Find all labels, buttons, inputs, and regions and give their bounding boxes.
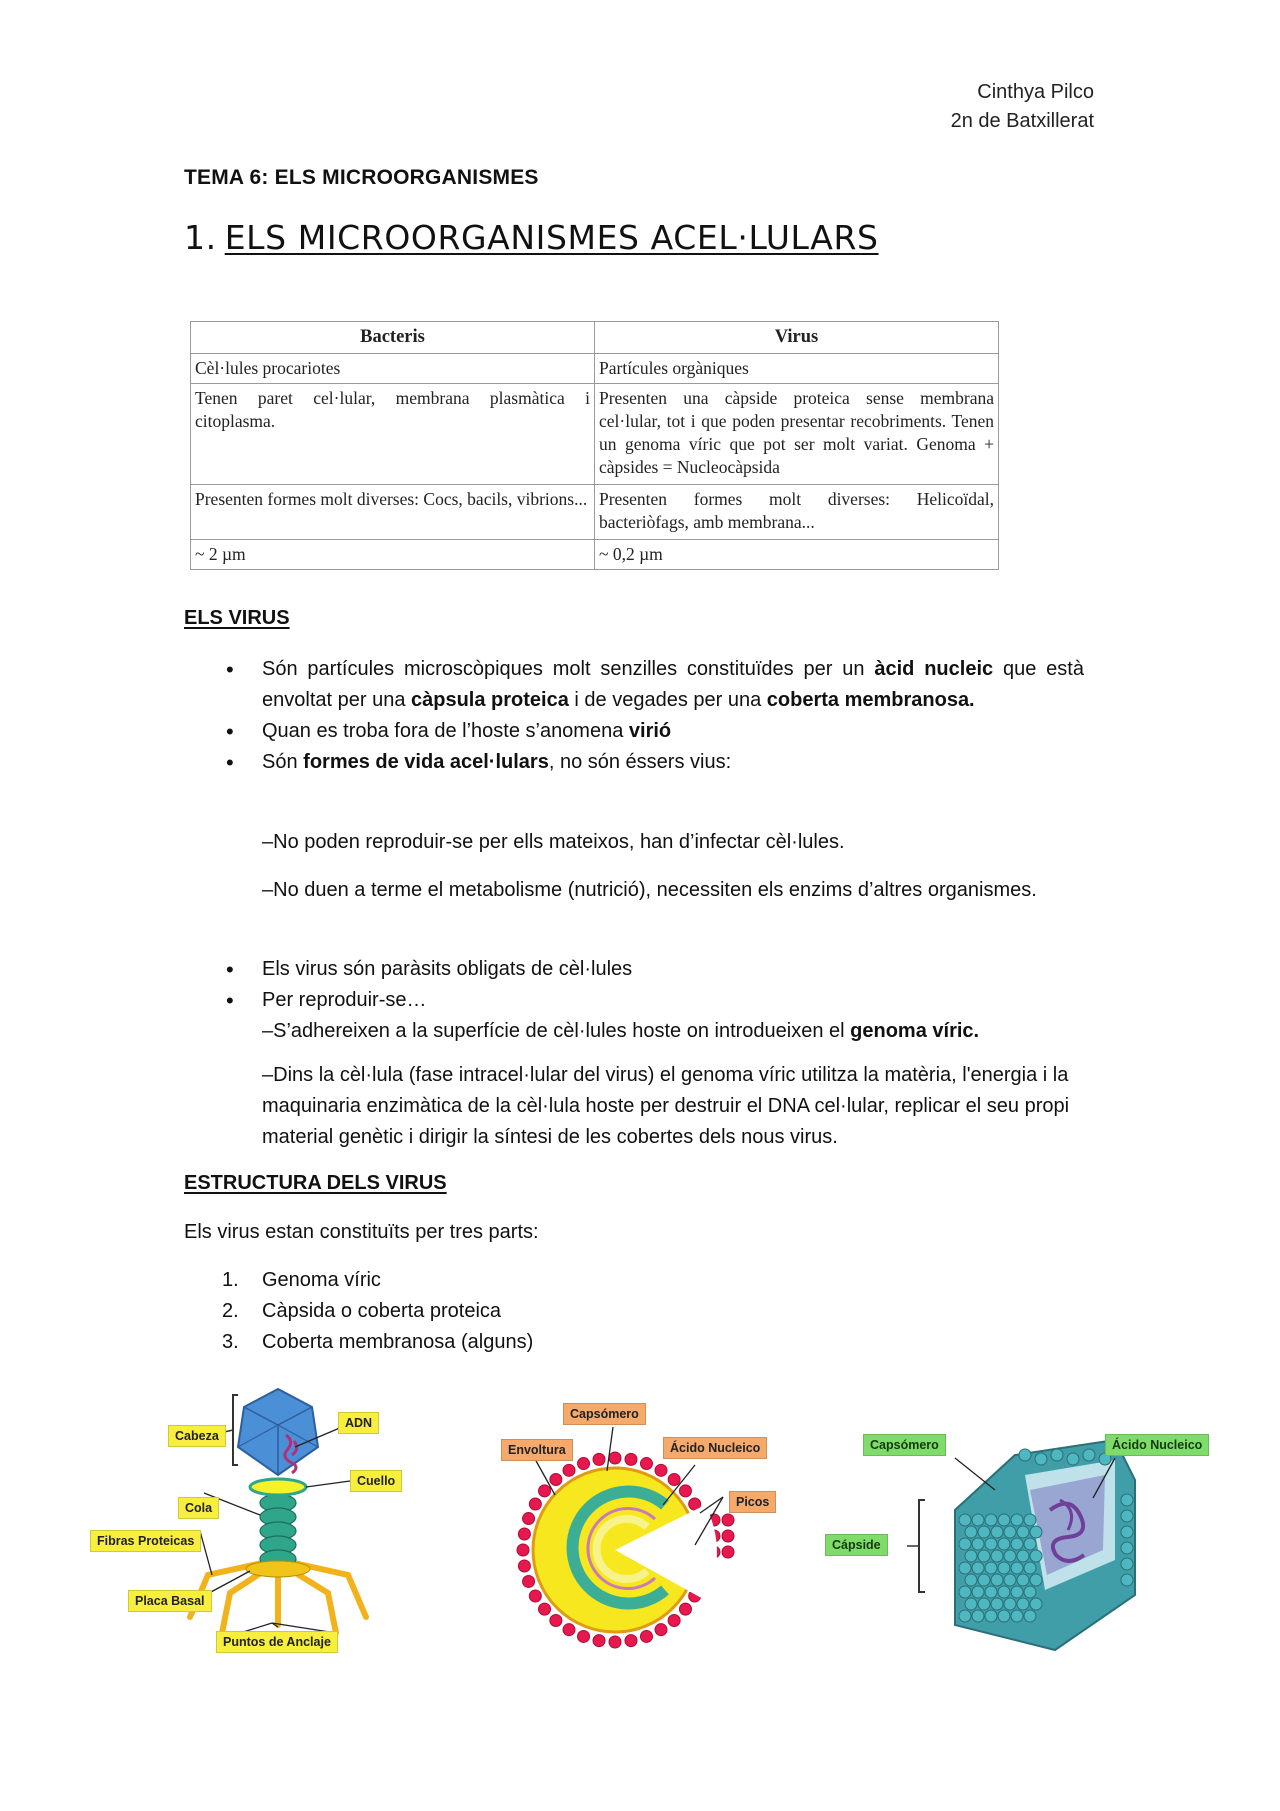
enveloped-virus-illustration	[495, 1385, 795, 1655]
list-item	[184, 985, 1084, 1047]
capsomere-dot	[1024, 1610, 1036, 1622]
spike-dot	[517, 1544, 529, 1556]
spike-dot	[563, 1464, 575, 1476]
capsomere-dot	[1019, 1449, 1031, 1461]
spike-dot	[722, 1546, 734, 1558]
estructura-intro: Els virus estan constituïts per tres parts:	[184, 1221, 539, 1243]
bold-text: càpsula proteica	[411, 689, 569, 711]
capsomere-dot	[1121, 1558, 1133, 1570]
capsomere-dot	[965, 1550, 977, 1562]
bold-text: virió	[628, 720, 672, 742]
capsomere-dot	[1030, 1550, 1042, 1562]
capsomere-dot	[965, 1574, 977, 1586]
text-run: –S’adhereixen a la superfície de cèl·lules hoste on introdueixen el	[262, 1020, 851, 1042]
list-index: 2.	[222, 1300, 239, 1322]
spike-dot	[578, 1458, 590, 1470]
table-cell: Tenen paret cel·lular, membrana plasmàtica i citoplasma.	[191, 384, 595, 485]
label-cola: Cola	[178, 1497, 219, 1519]
bold-text: genoma víric.	[850, 1020, 980, 1042]
text-run: Són	[262, 751, 304, 773]
list-item	[184, 1265, 533, 1296]
label-picos: Picos	[729, 1491, 776, 1513]
table-cell: Cèl·lules procariotes	[191, 354, 595, 384]
capsomere-dot	[1121, 1574, 1133, 1586]
capsomere-dot	[1011, 1514, 1023, 1526]
spike-dot	[609, 1636, 621, 1648]
list-item: • Els virus són paràsits obligats de cèl·lules	[184, 954, 1084, 985]
spike-dot	[550, 1474, 562, 1486]
label-puntos-anclaje: Puntos de Anclaje	[216, 1631, 338, 1653]
paragraph: –No duen a terme el metabolisme (nutrició), necessiten els enzims d’altres organismes.	[262, 879, 1037, 901]
capsomere-dot	[978, 1526, 990, 1538]
capsomere-dot	[972, 1562, 984, 1574]
spike-dot	[593, 1453, 605, 1465]
capsomere-dot	[972, 1514, 984, 1526]
text-run: que està envoltat per una	[262, 658, 1084, 711]
label-capsomero-ico: Capsómero	[863, 1434, 946, 1456]
capsomere-dot	[1121, 1542, 1133, 1554]
capsomere-dot	[1011, 1538, 1023, 1550]
list-label: Coberta membranosa (alguns)	[262, 1331, 534, 1353]
capsomere-dot	[1011, 1562, 1023, 1574]
label-adn: ADN	[338, 1412, 379, 1434]
spike-dot	[625, 1635, 637, 1647]
table-row	[191, 540, 999, 570]
capsomere-dot	[1017, 1598, 1029, 1610]
section-heading	[184, 218, 879, 257]
tema-title: TEMA 6: ELS MICROORGANISMES	[184, 166, 539, 189]
capsomere-dot	[1017, 1574, 1029, 1586]
text-run: Són partícules microscòpiques molt senzilles constituïdes per un	[262, 658, 875, 680]
spike-dot	[668, 1474, 680, 1486]
capsomere-dot	[978, 1550, 990, 1562]
capsomere-dot	[959, 1586, 971, 1598]
capsomere-dot	[1017, 1550, 1029, 1562]
label-acido-nucleico: Ácido Nucleico	[663, 1437, 767, 1459]
comparison-table	[190, 321, 999, 570]
label-placa-basal: Placa Basal	[128, 1590, 212, 1612]
capsomere-dot	[985, 1610, 997, 1622]
capsomere-dot	[985, 1538, 997, 1550]
spike-dot	[529, 1498, 541, 1510]
capsomere-dot	[1004, 1526, 1016, 1538]
spike-dot	[679, 1485, 691, 1497]
table-header-row	[191, 322, 999, 354]
spike-dot	[578, 1630, 590, 1642]
bold-text: formes de vida acel·lulars	[303, 751, 549, 773]
table-header-virus: Virus	[595, 322, 999, 354]
table-cell: Presenten formes molt diverses: Cocs, bacils, vibrions...	[191, 485, 595, 540]
bacteriophage-figure	[90, 1385, 430, 1655]
capsomere-dot	[1004, 1550, 1016, 1562]
capsomere-dot	[998, 1538, 1010, 1550]
list-item	[184, 1327, 533, 1358]
capsomere-dot	[965, 1526, 977, 1538]
virus-parts-list	[184, 1265, 533, 1358]
capsomere-dot	[972, 1538, 984, 1550]
spike-dot	[655, 1464, 667, 1476]
list-label: Genoma víric	[262, 1269, 381, 1291]
capsomere-dot	[991, 1574, 1003, 1586]
capsomere-dot	[1024, 1538, 1036, 1550]
text-run: i de vegades per una	[568, 689, 767, 711]
capsomere-dot	[1024, 1514, 1036, 1526]
spike-dot	[655, 1624, 667, 1636]
spike-dot	[523, 1513, 535, 1525]
spike-dot	[518, 1560, 530, 1572]
virus-bullets-1	[184, 654, 1084, 778]
capsomere-dot	[959, 1610, 971, 1622]
capsomere-dot	[1024, 1562, 1036, 1574]
capsomere-dot	[1083, 1449, 1095, 1461]
bold-text: coberta membranosa.	[766, 689, 975, 711]
spike-dot	[518, 1528, 530, 1540]
label-acido-nucleico-ico: Ácido Nucleico	[1105, 1434, 1209, 1456]
capsomere-dot	[1017, 1526, 1029, 1538]
text-run: , no són éssers vius:	[548, 751, 732, 773]
capsomere-dot	[998, 1514, 1010, 1526]
capsomere-dot	[1030, 1598, 1042, 1610]
spike-dot	[640, 1630, 652, 1642]
author-block	[951, 78, 1094, 136]
table-cell: Presenten una càpside proteica sense membrana cel·lular, tot i que poden presentar recobriments. Tenen un genoma víric que pot ser molt variat. Genoma + càpsides = Nucleocàpsida	[595, 384, 999, 485]
capsomere-dot	[998, 1610, 1010, 1622]
spike-dot	[563, 1624, 575, 1636]
table-cell: ~ 0,2 µm	[595, 540, 999, 570]
capsomere-dot	[1121, 1494, 1133, 1506]
capsomere-dot	[978, 1574, 990, 1586]
spike-dot	[593, 1635, 605, 1647]
table-cell: ~ 2 µm	[191, 540, 595, 570]
icosahedral-virus-figure	[815, 1420, 1230, 1665]
capsomere-dot	[1004, 1598, 1016, 1610]
table-cell: Partícules orgàniques	[595, 354, 999, 384]
capsomere-dot	[965, 1598, 977, 1610]
text-run: Per reproduir-se…	[262, 989, 427, 1011]
capsomere-dot	[959, 1562, 971, 1574]
label-capside: Cápside	[825, 1534, 888, 1556]
capsomere-dot	[1051, 1449, 1063, 1461]
section-title: ELS MICROORGANISMES ACEL·LULARS	[224, 218, 879, 257]
capsomere-dot	[978, 1598, 990, 1610]
capsomere-dot	[985, 1514, 997, 1526]
capsomere-dot	[1035, 1453, 1047, 1465]
spike-dot	[625, 1453, 637, 1465]
virus-bullets-2	[184, 954, 1084, 1047]
capsomere-dot	[991, 1526, 1003, 1538]
capsomere-dot	[959, 1514, 971, 1526]
capsomere-dot	[972, 1610, 984, 1622]
label-envoltura: Envoltura	[501, 1439, 573, 1461]
capsomere-dot	[959, 1538, 971, 1550]
enveloped-virus-figure	[495, 1385, 795, 1655]
spike-dot	[722, 1530, 734, 1542]
spike-dot	[529, 1590, 541, 1602]
spike-dot	[539, 1485, 551, 1497]
list-item	[184, 1296, 533, 1327]
capsomere-dot	[1011, 1586, 1023, 1598]
spike-dot	[640, 1458, 652, 1470]
table-row	[191, 485, 999, 540]
capsomere-dot	[985, 1586, 997, 1598]
text-run: Quan es troba fora de l’hoste s’anomena	[262, 720, 629, 742]
capsomere-dot	[991, 1550, 1003, 1562]
capsomere-dot	[1121, 1526, 1133, 1538]
author-name: Cinthya Pilco	[977, 81, 1094, 103]
capsomere-dot	[1030, 1574, 1042, 1586]
estructura-heading: ESTRUCTURA DELS VIRUS	[184, 1172, 447, 1194]
list-item	[184, 747, 1084, 778]
capsomere-dot	[1024, 1586, 1036, 1598]
capsomere-dot	[1030, 1526, 1042, 1538]
capsomere-dot	[1121, 1510, 1133, 1522]
spike-dot	[609, 1452, 621, 1464]
capsomere-dot	[998, 1562, 1010, 1574]
paragraph: –Dins la cèl·lula (fase intracel·lular del virus) el genoma víric utilitza la matèria, l'energia i la maquinaria enzimàtica de la cèl·lula hoste per destruir el DNA cel·lular, replicar el seu propi material genètic i dirigir la síntesi de les cobertes dels nous virus.	[262, 1064, 1070, 1148]
spike-dot	[668, 1614, 680, 1626]
capsomere-dot	[1067, 1453, 1079, 1465]
list-index: 1.	[222, 1269, 239, 1291]
capsomere-dot	[1004, 1574, 1016, 1586]
table-cell: Presenten formes molt diverses: Helicoïdal, bacteriòfags, amb membrana...	[595, 485, 999, 540]
spike-dot	[550, 1614, 562, 1626]
label-capsomero: Capsómero	[563, 1403, 646, 1425]
capsomere-dot	[972, 1586, 984, 1598]
capsomere-dot	[1011, 1610, 1023, 1622]
capsomere-dot	[998, 1586, 1010, 1598]
els-virus-heading: ELS VIRUS	[184, 607, 290, 629]
list-label: Càpsida o coberta proteica	[262, 1300, 502, 1322]
table-row	[191, 384, 999, 485]
capsomere-dot	[985, 1562, 997, 1574]
table-header-bacteris: Bacteris	[191, 322, 595, 354]
list-item	[184, 654, 1084, 716]
label-fibras-proteicas: Fibras Proteicas	[90, 1530, 201, 1552]
bold-text: àcid nucleic	[874, 658, 994, 680]
list-index: 3.	[222, 1331, 239, 1353]
paragraph: –No poden reproduir-se per ells mateixos, han d’infectar cèl·lules.	[262, 831, 845, 853]
label-cuello: Cuello	[350, 1470, 402, 1492]
list-item	[184, 716, 1084, 747]
label-cabeza: Cabeza	[168, 1425, 226, 1447]
section-number: 1.	[184, 218, 217, 257]
spike-dot	[539, 1603, 551, 1615]
spike-dot	[679, 1603, 691, 1615]
capsomere-dot	[991, 1598, 1003, 1610]
author-course: 2n de Batxillerat	[950, 110, 1094, 132]
spike-dot	[722, 1514, 734, 1526]
spike-dot	[523, 1575, 535, 1587]
table-row	[191, 354, 999, 384]
